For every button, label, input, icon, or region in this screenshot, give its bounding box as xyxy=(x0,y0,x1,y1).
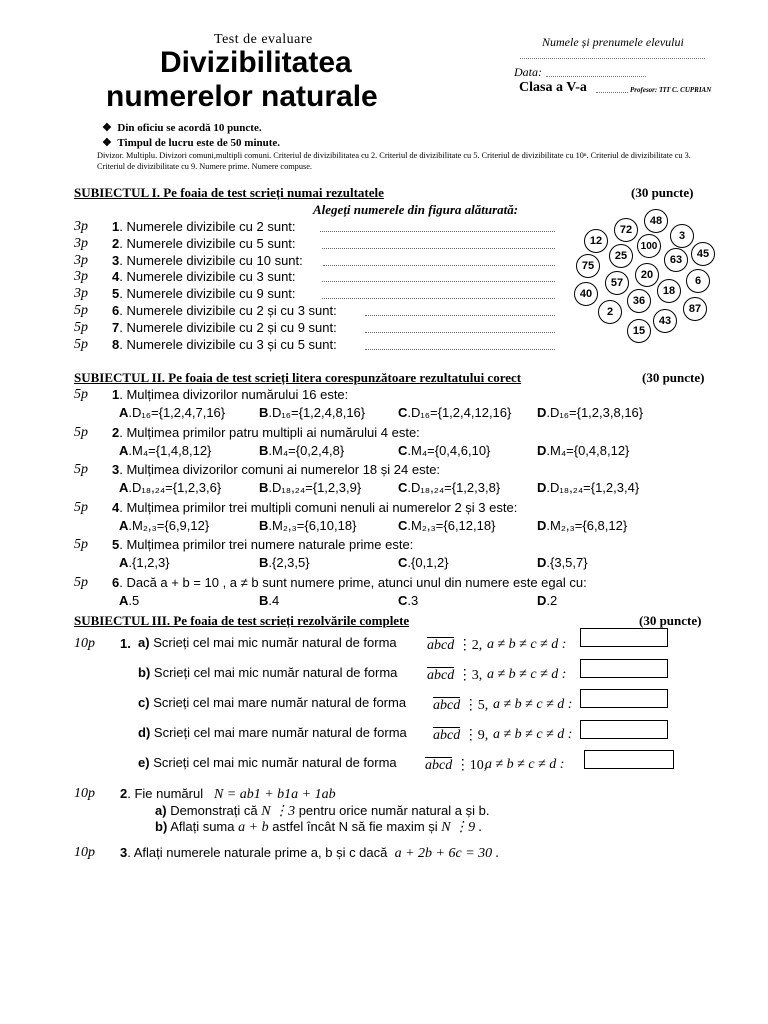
s1-item: 4. Numerele divizibile cu 3 sunt: xyxy=(112,269,296,285)
s3-q3-line: 3. Aflați numerele naturale prime a, b și c dacă a + 2b + 6c = 30 . xyxy=(120,845,500,861)
s1-item-points: 3p xyxy=(74,269,88,285)
s3-q1-item: b) Scrieți cel mai mic număr natural de forma xyxy=(138,665,398,680)
s3-q2-line: 2. Fie numărul N = ab1 + b1a + 1ab xyxy=(120,786,336,802)
date-label: Data: xyxy=(514,65,542,79)
answer-option[interactable]: D.D₁₆={1,2,3,8,16} xyxy=(537,405,644,420)
s1-item-points: 3p xyxy=(74,219,88,234)
s1-item-points: 3p xyxy=(74,286,88,302)
s2-points: (30 puncte) xyxy=(642,370,705,385)
number-circle: 43 xyxy=(653,309,677,333)
s1-item-points: 3p xyxy=(74,252,88,268)
number-circle: 72 xyxy=(614,218,638,242)
topics-text: Divizor. Multiplu. Divizori comuni,multipli comuni. Criteriul de divizibilitatea cu 2. Criteriul de divizibilitate cu 5. Criteriul de divizibilitate cu 10ⁿ. Criteriul de divizibilitate cu 3. Criteriul de divizibilitate cu 9. Numere prime. Numere compuse. xyxy=(97,151,691,171)
abcd-form: abcd ⋮9, xyxy=(433,728,489,743)
answer-option[interactable]: B.D₁₆={1,2,4,8,16} xyxy=(259,405,366,420)
s1-item: 2. Numerele divizibile cu 5 sunt: xyxy=(112,235,296,251)
s1-item: 5. Numerele divizibile cu 9 sunt: xyxy=(112,286,296,302)
s1-item: 7. Numerele divizibile cu 2 și cu 9 sunt: xyxy=(112,319,337,335)
test-label: Test de evaluare xyxy=(214,32,313,47)
answer-option[interactable]: C.D₁₆={1,2,4,12,16} xyxy=(398,405,512,420)
abcd-form: abcd ⋮2, xyxy=(427,638,483,653)
answer-option[interactable]: A.5 xyxy=(119,592,140,608)
answer-option[interactable]: C.D₁₈,₂₄={1,2,3,8} xyxy=(398,480,501,495)
s3-q1-item: c) Scrieți cel mai mare număr natural de forma xyxy=(138,695,407,710)
answer-option[interactable]: C.3 xyxy=(398,592,419,608)
s1-title: SUBIECTUL I. Pe foaia de test scrieți numai rezultatele xyxy=(74,185,384,200)
s2-question: 3. Mulțimea divizorilor comuni ai numerelor 18 și 24 este: xyxy=(112,462,441,477)
answer-line[interactable] xyxy=(323,265,555,266)
s1-item-points: 3p xyxy=(74,235,88,251)
answer-line[interactable] xyxy=(365,349,555,350)
s2-question: 1. Mulțimea divizorilor numărului 16 este: xyxy=(112,387,349,402)
s1-item-points: 5p xyxy=(74,336,88,352)
s2-question-points: 5p xyxy=(74,424,88,440)
number-circle: 2 xyxy=(598,300,622,324)
answer-line[interactable] xyxy=(322,248,555,249)
s1-instruction: Alegeți numerele din figura alăturată: xyxy=(313,202,519,217)
number-circle: 6 xyxy=(686,269,710,293)
answer-option[interactable]: A.M₂,₃={6,9,12} xyxy=(119,517,210,533)
number-circle: 75 xyxy=(576,254,600,278)
s2-title: SUBIECTUL II. Pe foaia de test scrieți litera corespunzătoare rezultatului corect xyxy=(74,370,522,385)
number-circle: 25 xyxy=(609,244,633,268)
s3-q2-points: 10p xyxy=(74,786,95,801)
bullet-icon: ❖ xyxy=(102,122,112,134)
answer-line[interactable] xyxy=(322,281,555,282)
answer-box[interactable] xyxy=(584,750,674,769)
number-circle: 20 xyxy=(635,263,659,287)
number-circle: 40 xyxy=(574,282,598,306)
s1-item: 6. Numerele divizibile cu 2 și cu 3 sunt: xyxy=(112,303,337,318)
student-name-line[interactable] xyxy=(520,58,705,59)
answer-option[interactable]: B.4 xyxy=(259,592,280,608)
abcd-form: abcd ⋮3, xyxy=(427,668,483,683)
title-line1: Divizibilitatea xyxy=(160,46,352,79)
number-circle: 48 xyxy=(644,209,668,233)
number-circle: 87 xyxy=(683,297,707,321)
s2-question: 4. Mulțimea primilor trei multipli comuni nenuli ai numerelor 2 și 3 este: xyxy=(112,499,518,515)
answer-option[interactable]: C.M₂,₃={6,12,18} xyxy=(398,517,496,533)
s3-q3-points: 10p xyxy=(74,845,95,860)
s3-q2a: a) Demonstrați că N ⋮3 pentru orice număr natural a și b. xyxy=(155,803,490,819)
answer-option[interactable]: B.M₂,₃={6,10,18} xyxy=(259,517,357,533)
answer-box[interactable] xyxy=(580,659,668,678)
condition: a ≠ b ≠ c ≠ d : xyxy=(487,637,567,652)
title-line2: numerelor naturale xyxy=(106,80,378,113)
s1-item: 1. Numerele divizibile cu 2 sunt: xyxy=(112,219,296,234)
answer-option[interactable]: D.M₂,₃={6,8,12} xyxy=(537,517,628,533)
s3-q2-expression: N = ab1 + b1a + 1ab xyxy=(213,787,336,802)
bullet-icon: ❖ xyxy=(102,137,112,149)
condition: a ≠ b ≠ c ≠ d : xyxy=(493,697,573,712)
abcd-form: abcd ⋮10, xyxy=(425,758,488,773)
bullet-1: ❖ Din oficiu se acordă 10 puncte. xyxy=(102,122,262,134)
s3-q1-points: 10p xyxy=(74,636,95,651)
s1-item: 8. Numerele divizibile cu 3 și cu 5 sunt: xyxy=(112,336,337,352)
answer-option[interactable]: A.{1,2,3} xyxy=(119,555,170,570)
s3-q1-item: a) Scrieți cel mai mic număr natural de forma xyxy=(138,635,397,650)
answer-line[interactable] xyxy=(320,231,555,232)
answer-option[interactable]: A.D₁₈,₂₄={1,2,3,6} xyxy=(119,480,222,495)
answer-option[interactable]: D.D₁₈,₂₄={1,2,3,4} xyxy=(537,480,640,495)
number-circle: 12 xyxy=(584,229,608,253)
class-label: Clasa a V-a xyxy=(519,80,587,95)
bullet-2: ❖ Timpul de lucru este de 50 minute. xyxy=(102,137,281,149)
s2-question-points: 5p xyxy=(74,462,88,477)
condition: a ≠ b ≠ c ≠ d : xyxy=(487,667,567,682)
answer-option[interactable]: C.M₄={0,4,6,10} xyxy=(398,442,491,458)
number-circle: 45 xyxy=(691,242,715,266)
date-line[interactable] xyxy=(546,76,646,77)
number-circle: 100 xyxy=(637,234,661,258)
class-dots xyxy=(596,92,628,93)
answer-option[interactable]: B.D₁₈,₂₄={1,2,3,9} xyxy=(259,480,362,495)
s2-question-points: 5p xyxy=(74,537,88,552)
answer-option[interactable]: B.M₄={0,2,4,8} xyxy=(259,442,345,458)
abcd-form: abcd ⋮5, xyxy=(433,698,489,713)
answer-option[interactable]: D.2 xyxy=(537,592,558,608)
number-circle: 57 xyxy=(605,271,629,295)
s2-question-points: 5p xyxy=(74,387,88,402)
s3-title: SUBIECTUL III. Pe foaia de test scrieți rezolvările complete xyxy=(74,613,410,628)
answer-option[interactable]: C.{0,1,2} xyxy=(398,555,449,570)
answer-box[interactable] xyxy=(580,628,668,647)
number-circle: 15 xyxy=(627,319,651,343)
s2-question-points: 5p xyxy=(74,499,88,515)
answer-option[interactable]: B.{2,3,5} xyxy=(259,555,310,570)
condition: a ≠ b ≠ c ≠ d : xyxy=(493,727,573,742)
s2-question: 6. Dacă a + b = 10 , a ≠ b sunt numere prime, atunci unul din numere este egal cu: xyxy=(112,574,587,590)
condition: a ≠ b ≠ c ≠ d : xyxy=(485,757,565,772)
s3-q1-number: 1. xyxy=(120,636,131,651)
s3-q1-item: d) Scrieți cel mai mare număr natural de forma xyxy=(138,725,407,740)
number-circle: 36 xyxy=(627,289,651,313)
number-figure xyxy=(574,205,719,345)
answer-box[interactable] xyxy=(580,689,668,708)
student-name-label: Numele și prenumele elevului xyxy=(542,35,684,49)
number-circle: 18 xyxy=(657,279,681,303)
s1-item-points: 5p xyxy=(74,319,88,335)
s1-points: (30 puncte) xyxy=(631,185,694,200)
s1-item: 3. Numerele divizibile cu 10 sunt: xyxy=(112,252,303,268)
answer-option[interactable]: A.D₁₆={1,2,4,7,16} xyxy=(119,405,226,420)
s3-q3-expression: a + 2b + 6c = 30 . xyxy=(394,846,500,861)
answer-line[interactable] xyxy=(365,315,555,316)
number-circle: 3 xyxy=(670,224,694,248)
s2-question: 2. Mulțimea primilor patru multipli ai numărului 4 este: xyxy=(112,424,420,440)
s1-item-points: 5p xyxy=(74,303,88,318)
answer-option[interactable]: D.{3,5,7} xyxy=(537,555,588,570)
answer-line[interactable] xyxy=(322,298,555,299)
teacher-name: Profesor: TIT C. CUPRIAN xyxy=(630,86,712,94)
answer-box[interactable] xyxy=(580,720,668,739)
s3-points: (30 puncte) xyxy=(639,613,702,628)
s2-question: 5. Mulțimea primilor trei numere naturale prime este: xyxy=(112,537,414,552)
answer-option[interactable]: A.M₄={1,4,8,12} xyxy=(119,442,212,458)
answer-line[interactable] xyxy=(365,332,555,333)
s3-q2b: b) Aflați suma a + b astfel încât N să fie maxim și N ⋮9 . xyxy=(155,819,483,835)
s3-q1-item: e) Scrieți cel mai mic număr natural de forma xyxy=(138,755,397,770)
s2-question-points: 5p xyxy=(74,574,88,590)
number-circle: 63 xyxy=(664,248,688,272)
answer-option[interactable]: D.M₄={0,4,8,12} xyxy=(537,442,630,458)
